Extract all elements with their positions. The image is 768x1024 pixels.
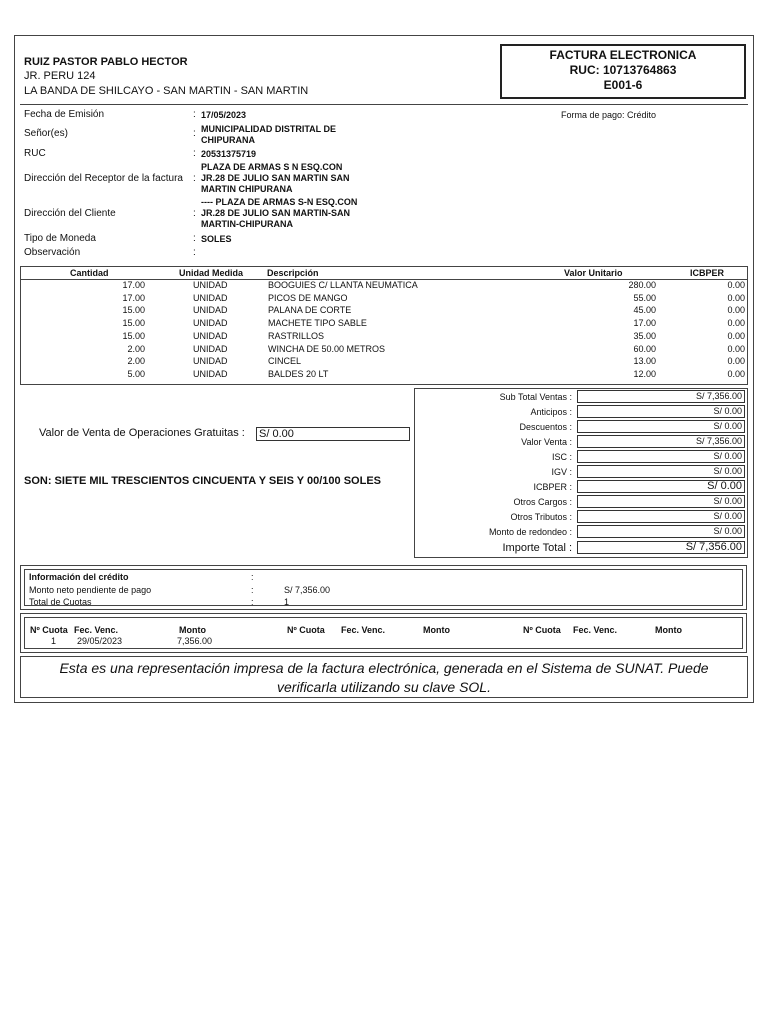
dir-cliente-colon: : — [193, 208, 196, 219]
cell-price: 12.00 — [633, 368, 656, 379]
total-label: ICBPER : — [533, 482, 572, 492]
dir-cliente-label: Dirección del Cliente — [24, 208, 116, 219]
credit-colon: : — [251, 597, 254, 607]
document-id-box — [500, 44, 746, 99]
forma-pago: Forma de pago: Crédito — [561, 110, 657, 120]
cell-desc: MACHETE TIPO SABLE — [268, 318, 367, 329]
cell-icbper: 0.00 — [727, 280, 745, 290]
cell-icbper: 0.00 — [727, 356, 745, 367]
header-divider — [20, 104, 748, 105]
cell-desc: WINCHA DE 50.00 METROS — [268, 343, 386, 354]
senor-value-1: MUNICIPALIDAD DISTRITAL DE — [201, 124, 336, 134]
total-row — [415, 435, 749, 450]
table-row — [21, 305, 747, 318]
cell-qty: 17.00 — [122, 292, 145, 303]
moneda-value: SOLES — [201, 234, 232, 244]
senor-label: Señor(es) — [24, 128, 68, 139]
credit-colon: : — [251, 572, 254, 582]
total-row-importe — [415, 541, 749, 556]
cell-price: 280.00 — [628, 280, 656, 290]
invoice-document — [14, 35, 754, 703]
total-row — [415, 480, 749, 495]
total-row — [415, 465, 749, 480]
cell-price: 45.00 — [633, 305, 656, 316]
total-label: Descuentos : — [519, 422, 572, 432]
cell-qty: 17.00 — [122, 280, 145, 290]
cell-unit: UNIDAD — [193, 330, 228, 341]
total-label: Valor Venta : — [521, 437, 572, 447]
cuota-num: 1 — [51, 636, 57, 646]
issuer-address-2: LA BANDA DE SHILCAYO - SAN MARTIN - SAN MARTIN — [24, 85, 309, 97]
total-value: S/ 0.00 — [577, 450, 745, 463]
cell-icbper: 0.00 — [727, 330, 745, 341]
dir-receptor-3: MARTIN CHIPURANA — [201, 184, 293, 194]
total-value: S/ 0.00 — [577, 495, 745, 508]
credit-colon: : — [251, 585, 254, 595]
cell-unit: UNIDAD — [193, 292, 228, 303]
cell-desc: PICOS DE MANGO — [268, 292, 348, 303]
cell-desc: RASTRILLOS — [268, 330, 325, 341]
col-cantidad: Cantidad — [70, 268, 109, 278]
disclaimer-line-2: verificarla utilizando su clave SOL. — [277, 679, 491, 695]
observacion-label: Observación — [24, 247, 81, 258]
cuota-monto-header: Monto — [655, 625, 682, 635]
dir-receptor-label: Dirección del Receptor de la factura — [24, 173, 183, 184]
cell-price: 60.00 — [633, 343, 656, 354]
table-row — [21, 293, 747, 306]
moneda-label: Tipo de Moneda — [24, 233, 96, 244]
total-row — [415, 525, 749, 540]
dir-receptor-2: JR.28 DE JULIO SAN MARTIN SAN — [201, 173, 350, 183]
total-value: S/ 0.00 — [577, 480, 745, 493]
document-ruc: RUC: 10713764863 — [569, 63, 677, 77]
total-value: S/ 0.00 — [577, 420, 745, 433]
cell-qty: 15.00 — [122, 330, 145, 341]
credit-pending-label: Monto neto pendiente de pago — [29, 585, 152, 595]
total-row — [415, 405, 749, 420]
cuota-num-header: Nº Cuota — [30, 625, 68, 635]
cell-icbper: 0.00 — [727, 368, 745, 379]
importe-total-label: Importe Total : — [502, 542, 572, 554]
cell-desc: CINCEL — [268, 356, 302, 367]
items-table — [20, 266, 748, 385]
gratuitas-value: S/ 0.00 — [256, 427, 410, 441]
cuota-fec-header: Fec. Venc. — [74, 625, 119, 635]
total-value: S/ 0.00 — [577, 405, 745, 418]
cuota-num-header: Nº Cuota — [287, 625, 325, 635]
credit-cuotas-label: Total de Cuotas — [29, 597, 92, 607]
total-value: S/ 0.00 — [577, 525, 745, 538]
credit-title: Información del crédito — [29, 572, 129, 582]
cell-unit: UNIDAD — [193, 343, 228, 354]
cuota-monto-header: Monto — [179, 625, 206, 635]
credit-info-inner — [24, 569, 743, 606]
issuer-name: RUIZ PASTOR PABLO HECTOR — [24, 56, 188, 68]
table-row — [21, 356, 747, 369]
senor-colon: : — [193, 128, 196, 139]
cell-desc: BALDES 20 LT — [268, 368, 329, 379]
total-label: Anticipos : — [530, 407, 572, 417]
cell-desc: BOOGUIES C/ LLANTA NEUMATICA — [268, 280, 418, 290]
cuotas-box — [20, 613, 747, 653]
cell-price: 35.00 — [633, 330, 656, 341]
cell-unit: UNIDAD — [193, 280, 228, 290]
cuotas-inner — [24, 617, 743, 649]
table-row — [21, 318, 747, 331]
cell-desc: PALANA DE CORTE — [268, 305, 352, 316]
disclaimer-line-1: Esta es una representación impresa de la factura electrónica, generada en el Sistema de SUNAT. Puede — [59, 660, 709, 676]
cell-unit: UNIDAD — [193, 356, 228, 367]
cuota-monto: 7,356.00 — [177, 636, 213, 646]
moneda-colon: : — [193, 233, 196, 244]
total-row — [415, 390, 749, 405]
dir-cliente-1: ---- PLAZA DE ARMAS S-N ESQ.CON — [201, 197, 358, 207]
dir-cliente-2: JR.28 DE JULIO SAN MARTIN-SAN — [201, 208, 351, 218]
issuer-address-1: JR. PERU 124 — [24, 70, 96, 82]
cuota-monto-header: Monto — [423, 625, 450, 635]
cell-qty: 5.00 — [127, 368, 145, 379]
col-valor-unitario: Valor Unitario — [564, 268, 623, 278]
senor-value-2: CHIPURANA — [201, 135, 255, 145]
cell-icbper: 0.00 — [727, 292, 745, 303]
fecha-value: 17/05/2023 — [201, 110, 247, 120]
table-row — [21, 344, 747, 357]
dir-cliente-3: MARTIN-CHIPURANA — [201, 219, 293, 229]
document-number: E001-6 — [603, 78, 643, 92]
cell-unit: UNIDAD — [193, 318, 228, 329]
cuota-fec: 29/05/2023 — [77, 636, 123, 646]
ruc-colon: : — [193, 148, 196, 159]
cell-icbper: 0.00 — [727, 318, 745, 329]
cell-icbper: 0.00 — [727, 305, 745, 316]
total-row — [415, 495, 749, 510]
cell-qty: 2.00 — [127, 343, 145, 354]
total-value: S/ 7,356.00 — [577, 390, 745, 403]
table-row — [21, 369, 747, 382]
col-icbper: ICBPER — [690, 268, 725, 278]
cell-icbper: 0.00 — [727, 343, 745, 354]
ruc-label: RUC — [24, 148, 46, 159]
observacion-colon: : — [193, 247, 196, 258]
fecha-colon: : — [193, 109, 196, 120]
total-label: IGV : — [551, 467, 572, 477]
total-label: ISC : — [551, 452, 572, 462]
cell-unit: UNIDAD — [193, 305, 228, 316]
total-label: Otros Cargos : — [513, 497, 572, 507]
total-row — [415, 450, 749, 465]
credit-info-box — [20, 565, 747, 610]
ruc-value: 20531375719 — [201, 149, 257, 159]
fecha-label: Fecha de Emisión — [24, 109, 105, 120]
table-row — [21, 331, 747, 344]
amount-in-words: SON: SIETE MIL TRESCIENTOS CINCUENTA Y SEIS Y 00/100 SOLES — [24, 475, 381, 487]
total-row — [415, 420, 749, 435]
col-unidad: Unidad Medida — [179, 268, 244, 278]
cell-price: 55.00 — [633, 292, 656, 303]
total-value: S/ 0.00 — [577, 465, 745, 478]
cell-qty: 15.00 — [122, 318, 145, 329]
cell-unit: UNIDAD — [193, 368, 228, 379]
gratuitas-label: Valor de Venta de Operaciones Gratuitas : — [39, 427, 245, 439]
cuota-num-header: Nº Cuota — [523, 625, 561, 635]
cuota-fec-header: Fec. Venc. — [341, 625, 386, 635]
total-value: S/ 7,356.00 — [577, 435, 745, 448]
cell-qty: 15.00 — [122, 305, 145, 316]
credit-cuotas-value: 1 — [284, 597, 290, 607]
cell-price: 13.00 — [633, 356, 656, 367]
sunat-disclaimer — [20, 656, 748, 698]
cuota-fec-header: Fec. Venc. — [573, 625, 618, 635]
totals-box — [414, 388, 748, 558]
table-row — [21, 280, 747, 293]
total-row — [415, 510, 749, 525]
cell-price: 17.00 — [633, 318, 656, 329]
credit-pending-value: S/ 7,356.00 — [284, 585, 331, 595]
total-value: S/ 0.00 — [577, 510, 745, 523]
total-label: Otros Tributos : — [510, 512, 572, 522]
dir-receptor-colon: : — [193, 173, 196, 184]
col-descripcion: Descripción — [267, 268, 319, 278]
total-label: Sub Total Ventas : — [499, 392, 572, 402]
cell-qty: 2.00 — [127, 356, 145, 367]
dir-receptor-1: PLAZA DE ARMAS S N ESQ.CON — [201, 162, 343, 172]
document-type: FACTURA ELECTRONICA — [549, 48, 697, 62]
importe-total-value: S/ 7,356.00 — [577, 541, 745, 554]
total-label: Monto de redondeo : — [488, 527, 572, 537]
